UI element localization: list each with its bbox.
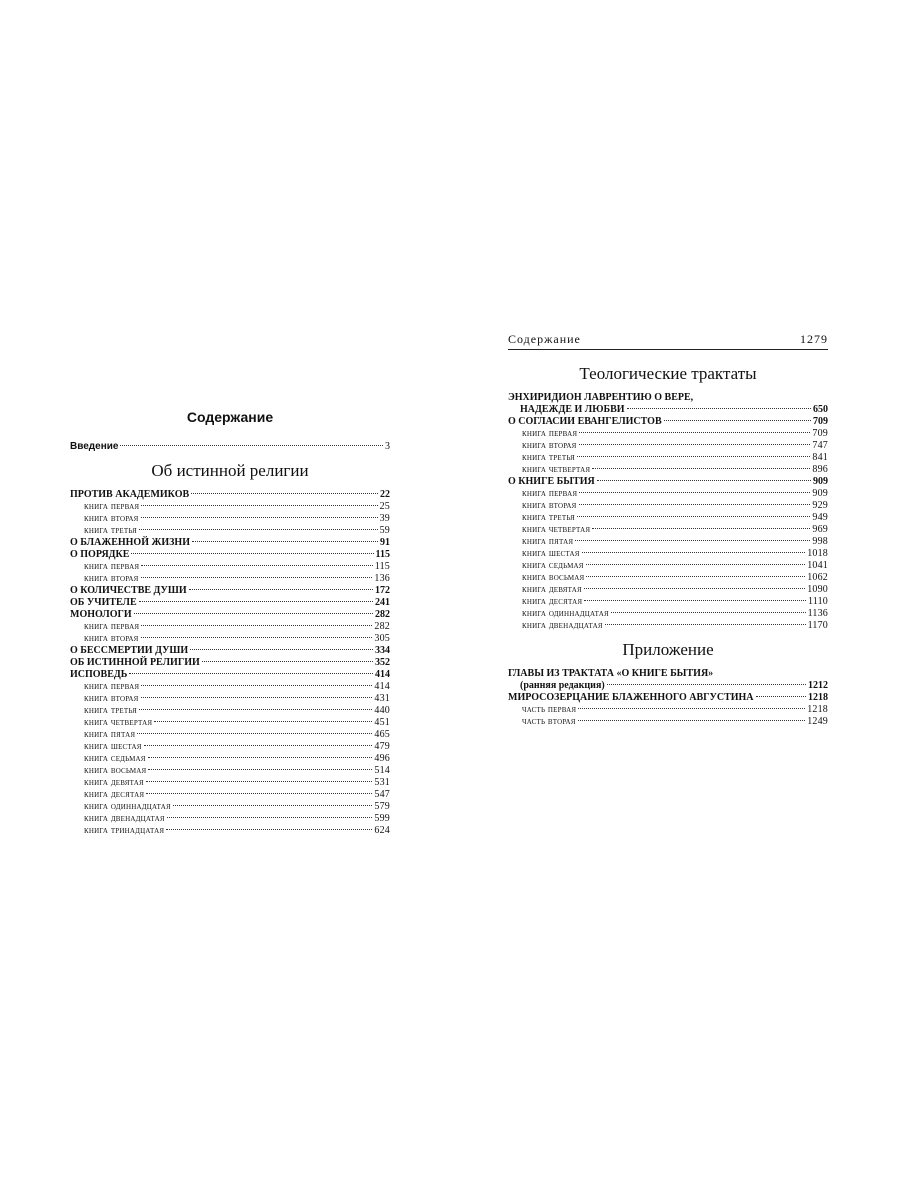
toc-entry[interactable]	[508, 692, 828, 704]
page-number: 1110	[807, 596, 828, 607]
toc-sub-entry[interactable]	[508, 596, 828, 608]
dot-leader	[166, 829, 372, 830]
section-heading-theological: Теологические трактаты	[579, 364, 757, 383]
entry-label: книга пятая	[522, 536, 574, 547]
entry-label: (ранняя редакция)	[520, 680, 605, 691]
entry-label: книга двенадцатая	[522, 620, 603, 631]
toc-sub-entry[interactable]	[508, 608, 828, 620]
entry-label: книга третья	[84, 705, 138, 716]
dot-leader	[584, 588, 805, 589]
dot-leader	[146, 793, 372, 794]
entry-label: книга одиннадцатая	[522, 608, 609, 619]
entry-label: книга шестая	[522, 548, 580, 559]
page-number: 136	[374, 573, 390, 584]
dot-leader	[146, 781, 372, 782]
dot-leader	[148, 757, 373, 758]
toc-sub-entry[interactable]	[70, 741, 390, 753]
dot-leader	[120, 445, 383, 446]
page-number: 334	[375, 645, 390, 656]
dot-leader	[154, 721, 372, 722]
entry-label: НАДЕЖДЕ И ЛЮБВИ	[520, 404, 625, 415]
page-number: 282	[374, 621, 390, 632]
page-number: 496	[374, 753, 390, 764]
page-number: 1062	[807, 572, 828, 583]
page-number: 624	[374, 825, 390, 836]
toc-list-appendix	[508, 668, 828, 728]
page-number: 896	[812, 464, 828, 475]
dot-leader	[592, 528, 810, 529]
toc-sub-entry[interactable]	[508, 512, 828, 524]
toc-sub-entry[interactable]	[508, 464, 828, 476]
entry-label: О ПОРЯДКЕ	[70, 549, 130, 560]
entry-label: книга вторая	[522, 440, 577, 451]
page-number: 709	[813, 416, 828, 427]
dot-leader	[139, 529, 378, 530]
entry-label: книга седьмая	[522, 560, 584, 571]
dot-leader	[202, 661, 373, 662]
entry-label: книга первая	[84, 561, 140, 572]
page-number: 909	[812, 488, 828, 499]
right-page	[508, 332, 828, 728]
entry-label: книга третья	[84, 525, 138, 536]
toc-entry[interactable]	[70, 537, 390, 549]
dot-leader	[191, 493, 378, 494]
page-number: 909	[813, 476, 828, 487]
dot-leader	[141, 625, 372, 626]
toc-sub-entry[interactable]	[508, 620, 828, 632]
toc-sub-entry[interactable]	[508, 536, 828, 548]
running-head	[508, 332, 828, 350]
page-number: 465	[374, 729, 390, 740]
dot-leader	[756, 696, 806, 697]
dot-leader	[137, 733, 372, 734]
entry-label: книга шестая	[84, 741, 142, 752]
entry-label: книга одиннадцатая	[84, 801, 171, 812]
entry-label: книга пятая	[84, 729, 136, 740]
toc-entry[interactable]	[70, 657, 390, 669]
toc-list-left	[70, 489, 390, 837]
entry-label: книга вторая	[522, 500, 577, 511]
entry-label: О БЕССМЕРТИИ ДУШИ	[70, 645, 189, 656]
entry-label: книга вторая	[84, 693, 139, 704]
entry-label: книга девятая	[522, 584, 582, 595]
entry-label: книга первая	[84, 621, 140, 632]
toc-sub-entry[interactable]	[70, 801, 390, 813]
entry-label: О КНИГЕ БЫТИЯ	[508, 476, 595, 487]
page-number: 1212	[808, 680, 828, 691]
page-number: 1170	[807, 620, 828, 631]
entry-label: книга двенадцатая	[84, 813, 165, 824]
toc-sub-entry[interactable]	[70, 681, 390, 693]
dot-leader	[605, 624, 806, 625]
dot-leader	[141, 565, 373, 566]
entry-label: книга четвертая	[84, 717, 153, 728]
page-number: 747	[812, 440, 828, 451]
page-number: 305	[374, 633, 390, 644]
entry-label: ГЛАВЫ ИЗ ТРАКТАТА «О КНИГЕ БЫТИЯ»	[508, 668, 714, 679]
dot-leader	[173, 805, 373, 806]
page-number: 599	[374, 813, 390, 824]
page-number: 115	[374, 561, 390, 572]
entry-label: книга десятая	[84, 789, 145, 800]
dot-leader	[607, 684, 806, 685]
entry-label: книга вторая	[84, 513, 139, 524]
toc-sub-entry[interactable]	[70, 513, 390, 525]
entry-label: книга тринадцатая	[84, 825, 165, 836]
left-page	[70, 405, 390, 837]
toc-sub-entry[interactable]	[508, 452, 828, 464]
dot-leader	[141, 505, 377, 506]
toc-list-theological	[508, 392, 828, 632]
page-number: 282	[375, 609, 390, 620]
dot-leader	[167, 817, 373, 818]
toc-sub-entry[interactable]	[508, 572, 828, 584]
page-number: 929	[812, 500, 828, 511]
entry-label: книга восьмая	[84, 765, 147, 776]
toc-sub-entry[interactable]	[508, 524, 828, 536]
page-number: 431	[374, 693, 390, 704]
entry-label: книга первая	[522, 488, 578, 499]
dot-leader	[139, 601, 373, 602]
entry-label: книга четвертая	[522, 464, 591, 475]
dot-leader	[577, 456, 810, 457]
entry-label: книга восьмая	[522, 572, 585, 583]
toc-entry[interactable]	[70, 597, 390, 609]
entry-label: О БЛАЖЕННОЙ ЖИЗНИ	[70, 537, 190, 548]
page-number: 22	[380, 489, 390, 500]
entry-label: книга девятая	[84, 777, 144, 788]
entry-label: Введение	[70, 441, 119, 452]
page-number: 59	[379, 525, 390, 536]
toc-sub-entry[interactable]	[70, 525, 390, 537]
dot-leader	[139, 709, 372, 710]
entry-label: ЭНХИРИДИОН ЛАВРЕНТИЮ О ВЕРЕ,	[508, 392, 694, 403]
dot-leader	[579, 432, 810, 433]
page-number: 414	[374, 681, 390, 692]
entry-label: МОНОЛОГИ	[70, 609, 132, 620]
dot-leader	[189, 589, 373, 590]
dot-leader	[141, 577, 373, 578]
dot-leader	[611, 612, 806, 613]
toc-sub-entry[interactable]	[70, 813, 390, 825]
entry-label: книга первая	[522, 428, 578, 439]
page-number: 969	[812, 524, 828, 535]
toc-sub-entry[interactable]	[508, 560, 828, 572]
toc-sub-entry[interactable]	[70, 729, 390, 741]
dot-leader	[586, 564, 806, 565]
entry-label: часть первая	[522, 704, 577, 715]
section-heading-true-religion: Об истинной религии	[151, 461, 309, 480]
toc-entry[interactable]	[508, 668, 828, 680]
page-number: 1041	[807, 560, 828, 571]
page-number: 1018	[807, 548, 828, 559]
entry-label: книга первая	[84, 681, 140, 692]
dot-leader	[190, 649, 373, 650]
page-number: 709	[812, 428, 828, 439]
dot-leader	[148, 769, 372, 770]
dot-leader	[592, 468, 810, 469]
toc-entry[interactable]	[508, 416, 828, 428]
dot-leader	[575, 540, 810, 541]
dot-leader	[141, 637, 373, 638]
dot-leader	[579, 492, 810, 493]
entry-label: книга вторая	[84, 633, 139, 644]
toc-entry[interactable]	[508, 404, 828, 416]
dot-leader	[586, 576, 805, 577]
dot-leader	[141, 517, 378, 518]
entry-label: книга вторая	[84, 573, 139, 584]
toc-entry[interactable]	[70, 549, 390, 561]
entry-label: О СОГЛАСИИ ЕВАНГЕЛИСТОВ	[508, 416, 662, 427]
dot-leader	[577, 516, 810, 517]
page-number: 841	[812, 452, 828, 463]
dot-leader	[144, 745, 373, 746]
page-number: 579	[374, 801, 390, 812]
page-number: 3	[385, 441, 390, 452]
page-number: 650	[813, 404, 828, 415]
entry-label: ПРОТИВ АКАДЕМИКОВ	[70, 489, 190, 500]
entry-label: книга первая	[84, 501, 140, 512]
page-number: 514	[374, 765, 390, 776]
entry-label: ИСПОВЕДЬ	[70, 669, 128, 680]
page-number: 241	[375, 597, 390, 608]
page-number: 115	[375, 549, 390, 560]
toc-sub-entry[interactable]	[70, 561, 390, 573]
toc-sub-entry[interactable]	[508, 548, 828, 560]
page-number: 352	[375, 657, 390, 668]
dot-leader	[578, 708, 805, 709]
entry-label: книга четвертая	[522, 524, 591, 535]
toc-entry[interactable]	[70, 489, 390, 501]
toc-sub-entry[interactable]	[508, 584, 828, 596]
toc-sub-entry[interactable]	[508, 716, 828, 728]
dot-leader	[579, 504, 811, 505]
dot-leader	[578, 720, 806, 721]
dot-leader	[582, 552, 806, 553]
toc-entry[interactable]	[508, 680, 828, 692]
page-number: 39	[379, 513, 390, 524]
entry-label: книга третья	[522, 452, 576, 463]
toc-entry[interactable]	[70, 669, 390, 681]
page-number: 479	[374, 741, 390, 752]
toc-sub-entry[interactable]	[70, 789, 390, 801]
dot-leader	[192, 541, 378, 542]
entry-label: МИРОСОЗЕРЦАНИЕ БЛАЖЕННОГО АВГУСТИНА	[508, 692, 754, 703]
toc-entry[interactable]	[70, 645, 390, 657]
toc-sub-entry[interactable]	[70, 573, 390, 585]
dot-leader	[627, 408, 811, 409]
entry-label: ОБ УЧИТЕЛЕ	[70, 597, 137, 608]
dot-leader	[131, 553, 373, 554]
toc-sub-entry[interactable]	[508, 704, 828, 716]
page-number: 1136	[807, 608, 828, 619]
entry-label: ОБ ИСТИННОЙ РЕЛИГИИ	[70, 657, 200, 668]
intro-entry[interactable]	[70, 441, 390, 453]
page-number: 1218	[808, 692, 828, 703]
page-number: 440	[374, 705, 390, 716]
running-head-title: Содержание	[508, 332, 581, 346]
dot-leader	[597, 480, 811, 481]
page-number: 531	[374, 777, 390, 788]
toc-sub-entry[interactable]	[508, 428, 828, 440]
toc-entry[interactable]	[70, 585, 390, 597]
page-number: 998	[812, 536, 828, 547]
dot-leader	[579, 444, 811, 445]
toc-sub-entry[interactable]	[70, 753, 390, 765]
dot-leader	[134, 613, 373, 614]
page-number: 451	[374, 717, 390, 728]
toc-sub-entry[interactable]	[70, 633, 390, 645]
toc-entry[interactable]	[508, 392, 828, 404]
toc-entry[interactable]	[70, 609, 390, 621]
toc-title: Содержание	[186, 409, 274, 425]
toc-sub-entry[interactable]	[70, 825, 390, 837]
dot-leader	[129, 673, 373, 674]
page-number: 1090	[807, 584, 828, 595]
running-head-page-number: 1279	[800, 332, 828, 346]
toc-sub-entry[interactable]	[70, 777, 390, 789]
entry-label: О КОЛИЧЕСТВЕ ДУШИ	[70, 585, 187, 596]
page-number: 1249	[807, 716, 828, 727]
toc-sub-entry[interactable]	[70, 765, 390, 777]
page-number: 414	[375, 669, 390, 680]
page-number: 25	[379, 501, 390, 512]
toc-sub-entry[interactable]	[70, 705, 390, 717]
dot-leader	[141, 697, 373, 698]
toc-sub-entry[interactable]	[508, 440, 828, 452]
dot-leader	[664, 420, 811, 421]
entry-label: книга третья	[522, 512, 576, 523]
section-heading-appendix: Приложение	[622, 640, 714, 659]
toc-entry[interactable]	[508, 476, 828, 488]
toc-sub-entry[interactable]	[70, 501, 390, 513]
dot-leader	[141, 685, 372, 686]
page-number: 172	[375, 585, 390, 596]
toc-sub-entry[interactable]	[70, 693, 390, 705]
entry-label: книга десятая	[522, 596, 583, 607]
entry-label: книга седьмая	[84, 753, 146, 764]
page-number: 547	[374, 789, 390, 800]
dot-leader	[584, 600, 806, 601]
page-number: 1218	[807, 704, 828, 715]
page-number: 91	[380, 537, 390, 548]
toc-sub-entry[interactable]	[508, 488, 828, 500]
page-number: 949	[812, 512, 828, 523]
toc-sub-entry[interactable]	[70, 621, 390, 633]
toc-sub-entry[interactable]	[508, 500, 828, 512]
toc-sub-entry[interactable]	[70, 717, 390, 729]
entry-label: часть вторая	[522, 716, 576, 727]
